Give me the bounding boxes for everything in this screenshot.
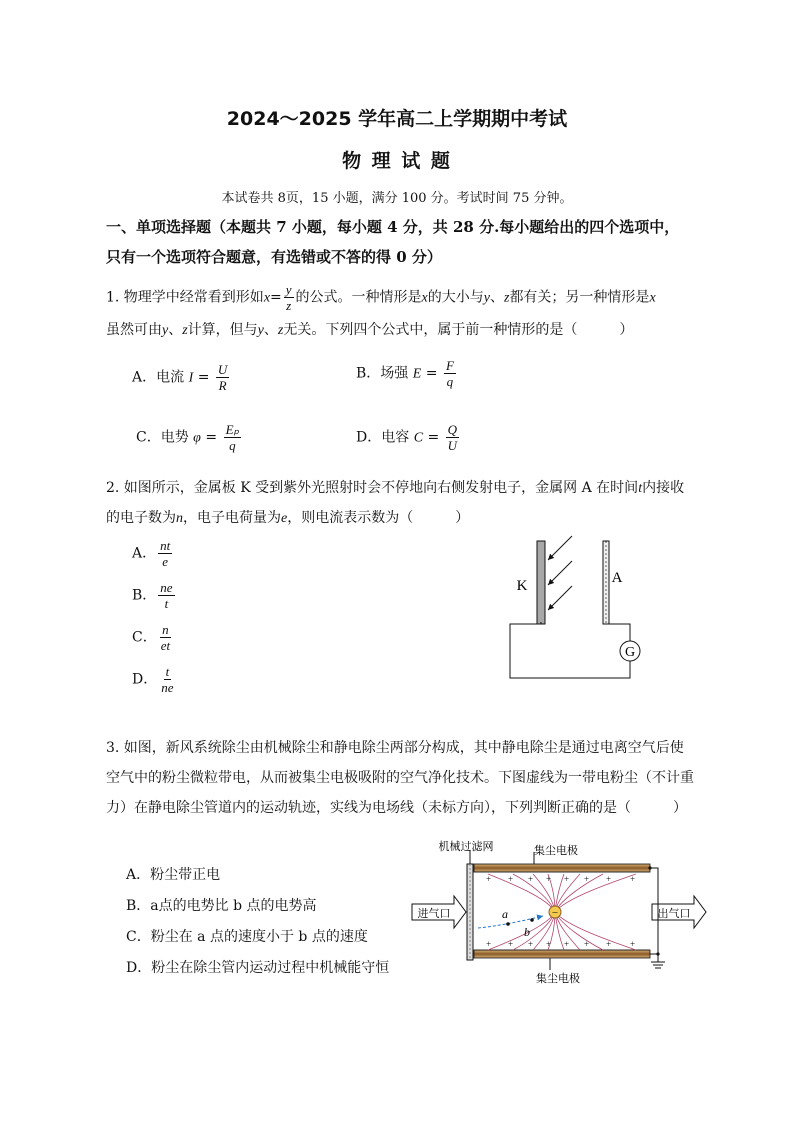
svg-text:+: + xyxy=(564,874,570,884)
section-heading-line1: 一、单项选择题（本题共 7 小题，每小题 4 分，共 28 分.每小题给出的四个选项中， xyxy=(106,218,680,236)
plate-k xyxy=(537,541,545,624)
q3-stem-line1: 3. 如图，新风系统除尘由机械除尘和静电除尘两部分构成，其中静电除尘是通过电离空气后使 xyxy=(106,740,684,756)
exam-title: 2024～2025 学年高二上学期期中考试 xyxy=(226,108,568,130)
q3-stem-line2: 空气中的粉尘微粒带电，从而被集尘电极吸附的空气净化技术。下图虚线为一带电粉尘（不计重 xyxy=(106,770,694,786)
q2-option-d[interactable]: D． $\frac{t}{ne}$ xyxy=(132,664,174,695)
label-point-b: b xyxy=(524,925,530,939)
q1-fraction: $\frac{y}{z}$ xyxy=(285,282,292,313)
svg-text:+: + xyxy=(630,939,636,949)
q2-option-b[interactable]: B． $\frac{ne}{t}$ xyxy=(132,580,173,611)
dust-trajectory xyxy=(478,916,543,928)
q1-option-d[interactable]: D．电容 C = $\frac{Q}{U}$ xyxy=(356,422,458,453)
svg-text:+: + xyxy=(584,874,590,884)
point-a xyxy=(506,922,510,926)
q3-stem-line3: 力）在静电除尘管道内的运动轨迹，实线为电场线（未标方向），下列判断正确的是（ ） xyxy=(106,800,687,816)
svg-text:−: − xyxy=(551,907,559,919)
svg-text:+: + xyxy=(606,939,612,949)
q2-option-c[interactable]: C． $\frac{n}{et}$ xyxy=(132,622,171,653)
bottom-electrode xyxy=(474,950,650,958)
svg-text:+: + xyxy=(508,874,514,884)
q2-stem-line1: 2. 如图所示，金属板 K 受到紫外光照射时会不停地向右侧发射电子，金属网 A 在时间t内接收 xyxy=(106,480,685,496)
svg-text:+: + xyxy=(508,939,514,949)
svg-text:+: + xyxy=(546,939,552,949)
svg-text:+: + xyxy=(584,939,590,949)
circuit-wire xyxy=(510,622,630,678)
label-filter: 机械过滤网 xyxy=(438,841,494,853)
q2-photoelectric-figure xyxy=(500,528,660,688)
mesh-a xyxy=(603,541,609,624)
q3-dust-collector-figure xyxy=(408,838,712,986)
svg-text:+: + xyxy=(486,874,492,884)
svg-text:+: + xyxy=(546,874,552,884)
exam-info: 本试卷共 8页，15 小题，满分 100 分。考试时间 75 分钟。 xyxy=(221,191,573,206)
q1-option-b[interactable]: B．场强 E = $\frac{F}{q}$ xyxy=(356,358,454,389)
subject-title: 物 理 试 题 xyxy=(342,150,452,172)
q1-option-a[interactable]: A．电流 I = $\frac{U}{R}$ xyxy=(132,362,228,393)
point-b xyxy=(530,918,534,922)
q1-option-c[interactable]: C．电势 φ = $\frac{\text{Eₚ}}{q}$ xyxy=(136,422,240,453)
svg-text:+: + xyxy=(528,939,534,949)
section-heading-line2: 只有一个选项符合题意，有选错或不答的得 0 分） xyxy=(106,248,442,266)
top-electrode xyxy=(474,864,650,872)
q3-option-c[interactable]: C．粉尘在 a 点的速度小于 b 点的速度 xyxy=(126,929,368,945)
q1-stem-line1: 1. 物理学中经常看到形如x= $\frac{y}{z}$ 的公式。一种情形是x的大小与y、z都有关；另一种情形是x xyxy=(106,282,656,313)
label-bottom-electrode: 集尘电极 xyxy=(536,973,580,985)
label-inlet: 进气口 xyxy=(417,908,451,920)
q2-stem-line2: 的电子数为n，电子电荷量为e，则电流表示数为（ ） xyxy=(106,510,470,526)
uv-arrow xyxy=(548,561,572,585)
svg-text:+: + xyxy=(486,939,492,949)
q2-option-a[interactable]: A． $\frac{nt}{e}$ xyxy=(132,538,171,569)
uv-arrow xyxy=(548,586,572,610)
label-top-electrode: 集尘电极 xyxy=(534,845,578,857)
ground-icon xyxy=(651,962,665,968)
q3-option-b[interactable]: B．a点的电势比 b 点的电势高 xyxy=(126,898,317,914)
q3-option-a[interactable]: A．粉尘带正电 xyxy=(126,867,221,883)
label-a: A xyxy=(611,570,623,586)
svg-text:+: + xyxy=(630,874,636,884)
q3-option-d[interactable]: D．粉尘在除尘管内运动过程中机械能守恒 xyxy=(126,960,390,976)
svg-text:+: + xyxy=(606,874,612,884)
label-outlet: 出气口 xyxy=(657,908,691,920)
svg-text:+: + xyxy=(564,939,570,949)
uv-arrow xyxy=(548,536,572,560)
label-k: K xyxy=(516,578,528,594)
svg-text:+: + xyxy=(528,874,534,884)
q1-stem-line2: 虽然可由y、z计算，但与y、z无关。下列四个公式中，属于前一种情形的是（ ） xyxy=(106,322,634,338)
label-g: G xyxy=(624,645,636,660)
label-point-a: a xyxy=(502,907,508,921)
